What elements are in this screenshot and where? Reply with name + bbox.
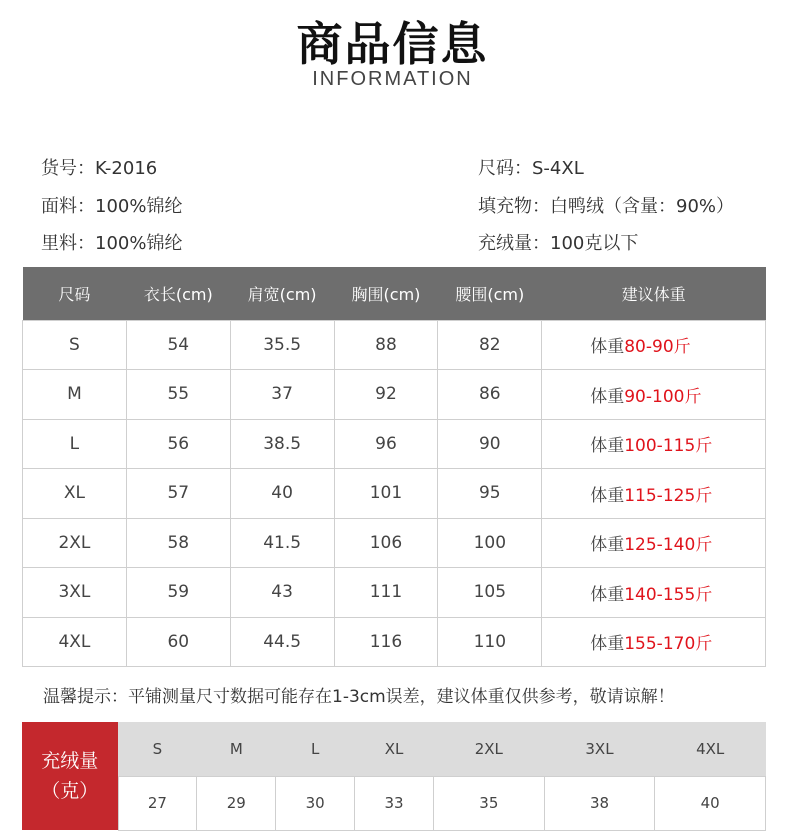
measurement-cell: 116 — [334, 617, 438, 667]
weight-cell — [542, 419, 766, 469]
measurement-cell: 57 — [126, 469, 230, 519]
down-size-header: S — [118, 722, 197, 776]
measurement-cell: 37 — [230, 370, 334, 420]
down-fill-label-unit: （克） — [41, 780, 99, 802]
fabric: 面料：100%锦纶 — [41, 196, 183, 217]
measurement-cell: 43 — [230, 568, 334, 618]
down-grams-cell: 38 — [544, 776, 655, 830]
measurement-cell: 41.5 — [230, 518, 334, 568]
down-size-header: XL — [355, 722, 434, 776]
measurement-cell: 40 — [230, 469, 334, 519]
measurement-cell: 86 — [438, 370, 542, 420]
measurement-cell: 88 — [334, 320, 438, 370]
down-size-header: 2XL — [434, 722, 545, 776]
size-cell: M — [23, 370, 127, 420]
weight-range: 125-140斤 — [624, 535, 713, 556]
column-header: 建议体重 — [542, 267, 766, 320]
size-row — [23, 469, 766, 519]
page-title: 商品信息 — [296, 17, 489, 71]
size-chart-table — [22, 267, 766, 667]
weight-prefix: 体重 — [590, 535, 625, 556]
down-grams-cell: 35 — [434, 776, 545, 830]
weight-cell — [542, 617, 766, 667]
down-size-header: 4XL — [655, 722, 766, 776]
down-fill-label-line: 充绒量 — [41, 750, 99, 772]
measurement-cell: 56 — [126, 419, 230, 469]
weight-cell — [542, 469, 766, 519]
measurement-cell: 96 — [334, 419, 438, 469]
measurement-cell: 35.5 — [230, 320, 334, 370]
down-grams-cell: 30 — [276, 776, 355, 830]
column-header: 胸围(cm) — [334, 267, 438, 320]
measurement-cell: 111 — [334, 568, 438, 618]
size-cell: 4XL — [23, 617, 127, 667]
measurement-cell: 106 — [334, 518, 438, 568]
size-row — [23, 370, 766, 420]
measurement-cell: 100 — [438, 518, 542, 568]
fill-amount: 充绒量：100克以下 — [478, 233, 639, 254]
size-cell: XL — [23, 469, 127, 519]
weight-cell — [542, 320, 766, 370]
size-cell: S — [23, 320, 127, 370]
weight-cell — [542, 568, 766, 618]
down-size-header: M — [197, 722, 276, 776]
item-number: 货号：K-2016 — [41, 158, 158, 179]
measurement-cell: 55 — [126, 370, 230, 420]
measurement-cell: 95 — [438, 469, 542, 519]
column-header: 腰围(cm) — [438, 267, 542, 320]
weight-range: 155-170斤 — [624, 634, 713, 655]
measurement-cell: 101 — [334, 469, 438, 519]
weight-range: 115-125斤 — [624, 485, 713, 506]
down-grams-cell: 29 — [197, 776, 276, 830]
size-row — [23, 617, 766, 667]
size-row — [23, 568, 766, 618]
size-cell: 2XL — [23, 518, 127, 568]
measurement-cell: 54 — [126, 320, 230, 370]
size-row — [23, 419, 766, 469]
weight-prefix: 体重 — [590, 584, 625, 605]
weight-prefix: 体重 — [590, 436, 625, 457]
size-cell: 3XL — [23, 568, 127, 618]
weight-prefix: 体重 — [590, 337, 625, 358]
size-row — [23, 518, 766, 568]
weight-prefix: 体重 — [590, 485, 625, 506]
down-grams-cell: 33 — [355, 776, 434, 830]
measurement-cell: 110 — [438, 617, 542, 667]
weight-prefix: 体重 — [590, 634, 625, 655]
measurement-cell: 59 — [126, 568, 230, 618]
size-range: 尺码：S-4XL — [478, 158, 584, 179]
measurement-cell: 92 — [334, 370, 438, 420]
measurement-cell: 60 — [126, 617, 230, 667]
weight-range: 100-115斤 — [624, 436, 713, 457]
size-cell: L — [23, 419, 127, 469]
down-grams-cell: 27 — [118, 776, 197, 830]
weight-cell — [542, 518, 766, 568]
measurement-cell: 105 — [438, 568, 542, 618]
down-fill-label — [22, 722, 118, 830]
down-size-header: 3XL — [544, 722, 655, 776]
weight-prefix: 体重 — [590, 386, 625, 407]
weight-range: 90-100斤 — [624, 386, 702, 407]
size-row — [23, 320, 766, 370]
size-chart-header-row — [23, 267, 766, 320]
measurement-note: 温馨提示：平铺测量尺寸数据可能存在1-3cm误差，建议体重仅供参考，敬请谅解！ — [43, 687, 675, 707]
filling: 填充物：白鸭绒（含量：90%） — [478, 196, 735, 217]
column-header: 肩宽(cm) — [230, 267, 334, 320]
weight-range: 80-90斤 — [624, 337, 691, 358]
measurement-cell: 58 — [126, 518, 230, 568]
measurement-cell: 82 — [438, 320, 542, 370]
measurement-cell: 44.5 — [230, 617, 334, 667]
page-subtitle: INFORMATION — [312, 68, 473, 90]
weight-range: 140-155斤 — [624, 584, 713, 605]
column-header: 尺码 — [23, 267, 127, 320]
down-fill-table — [22, 722, 766, 831]
column-header: 衣长(cm) — [126, 267, 230, 320]
weight-cell — [542, 370, 766, 420]
down-grams-cell: 40 — [655, 776, 766, 830]
down-size-header: L — [276, 722, 355, 776]
measurement-cell: 90 — [438, 419, 542, 469]
measurement-cell: 38.5 — [230, 419, 334, 469]
lining: 里料：100%锦纶 — [41, 233, 183, 254]
